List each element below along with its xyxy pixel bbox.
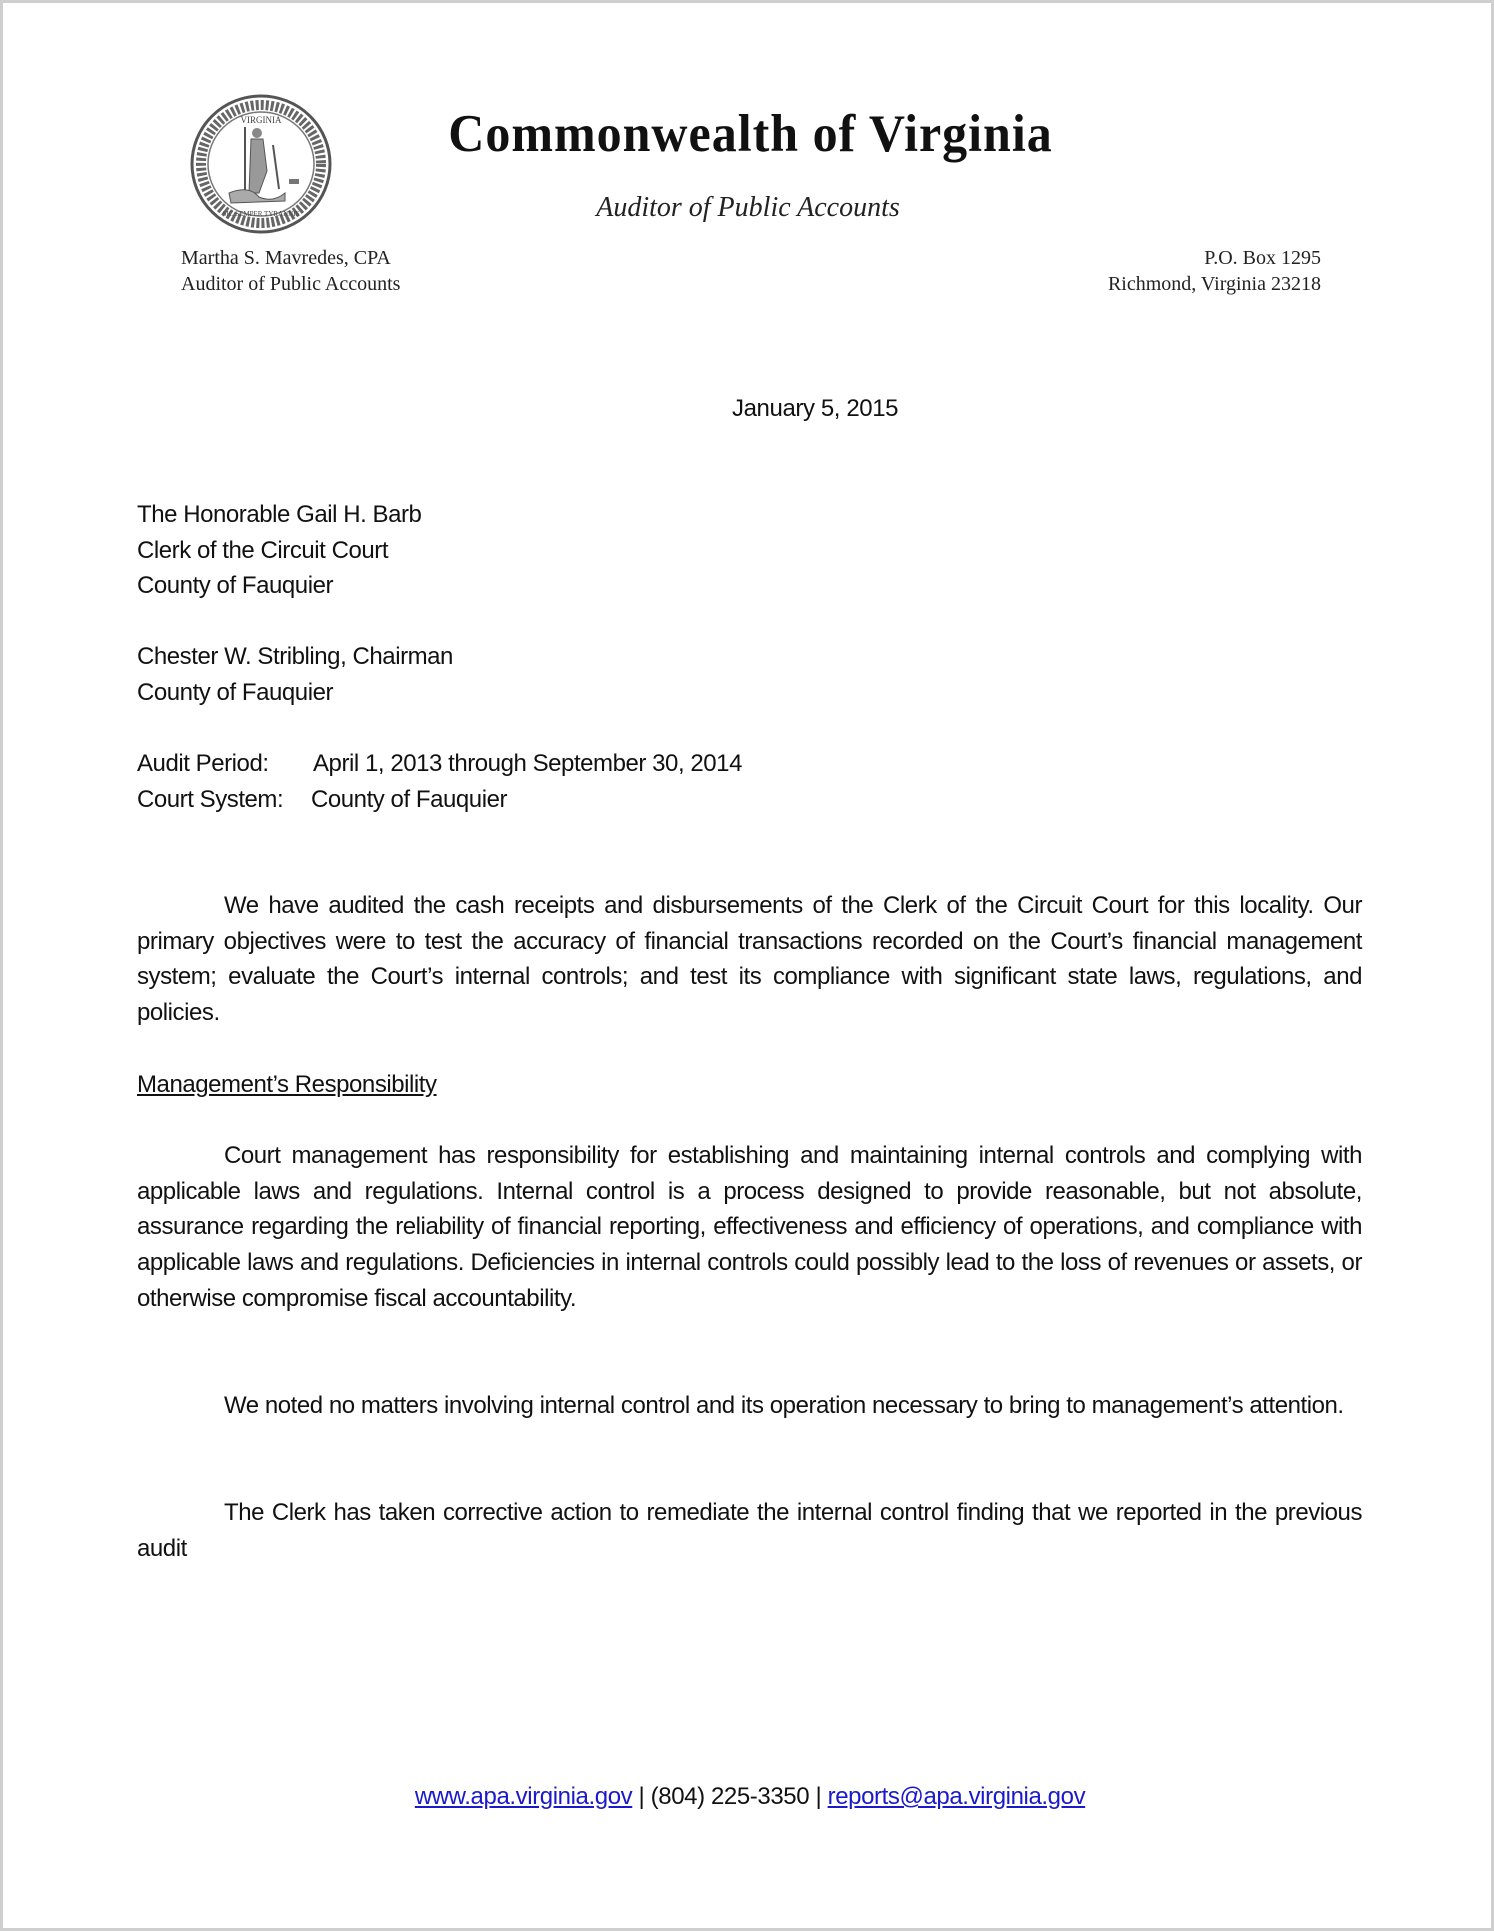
no-matters-paragraph: We noted no matters involving internal control and its operation necessary to bring to management’s attention.: [224, 1392, 1344, 1419]
phone-number: (804) 225-3350: [650, 1783, 810, 1810]
corrective-action-paragraph: The Clerk has taken corrective action to remediate the internal control finding that we reported in the previous audit: [137, 1499, 1362, 1562]
address-line-2: Richmond, Virginia 23218: [1107, 273, 1321, 295]
court-system-value: County of Fauquier: [311, 785, 508, 813]
audit-period-label: Audit Period:: [137, 750, 269, 777]
footer-separator: |: [815, 1783, 822, 1810]
audit-info: [137, 746, 1362, 817]
address-line-1: P.O. Box 1295: [1204, 247, 1321, 269]
recipient-line: Chester W. Stribling, Chairman: [137, 643, 453, 670]
court-system-label: Court System:: [137, 785, 284, 813]
virginia-state-seal-icon: [189, 93, 333, 235]
intro-paragraph: We have audited the cash receipts and disbursements of the Clerk of the Circuit Court for this locality. Our primary objectives were to test the accuracy of financial transactions recorded on the Court’s financial management system; evaluate the Court’s internal controls; and test its compliance with significant state laws, regulations, and policies.: [137, 892, 1362, 1027]
recipient-line: County of Fauquier: [137, 572, 334, 600]
email-link[interactable]: reports@apa.virginia.gov: [827, 1783, 1086, 1810]
recipient-line: County of Fauquier: [137, 678, 334, 706]
svg-text:SIC SEMPER TYRANNIS: SIC SEMPER TYRANNIS: [222, 210, 300, 218]
responsibility-paragraph: Court management has responsibility for establishing and maintaining internal controls and complying with applicable laws and regulations. Internal control is a process designed to provide reasonable, but not absolute, assurance regarding the reliability of financial reporting, effectiveness and efficiency of operations, and compliance with applicable laws and regulations. Deficiencies in internal controls could possibly lead to the loss of revenues or assets, or otherwise compromise fiscal accountability.: [137, 1142, 1362, 1312]
auditor-signature-block: [181, 245, 400, 297]
court-system-row: [137, 782, 1362, 818]
letterhead-subtitle: Auditor of Public Accounts: [596, 192, 900, 223]
recipient-block-2: [137, 639, 1362, 710]
auditor-name: Martha S. Mavredes, CPA: [181, 247, 391, 269]
section-heading: Management’s Responsibility: [137, 1071, 437, 1098]
auditor-title: Auditor of Public Accounts: [181, 273, 401, 295]
recipient-line: Clerk of the Circuit Court: [137, 536, 389, 564]
footer-contact: [3, 1781, 1494, 1813]
recipient-line: The Honorable Gail H. Barb: [137, 501, 422, 528]
footer-separator: |: [638, 1783, 645, 1810]
svg-text:VIRGINIA: VIRGINIA: [240, 115, 282, 125]
mailing-address: [1003, 245, 1321, 297]
letter-date: January 5, 2015: [732, 395, 899, 422]
website-link[interactable]: www.apa.virginia.gov: [414, 1783, 633, 1810]
audit-period-row: [137, 746, 1362, 782]
recipient-block-1: [137, 497, 1362, 604]
audit-period-value: April 1, 2013 through September 30, 2014: [313, 750, 742, 777]
letterhead-title: Commonwealth of Virginia: [448, 103, 1053, 163]
